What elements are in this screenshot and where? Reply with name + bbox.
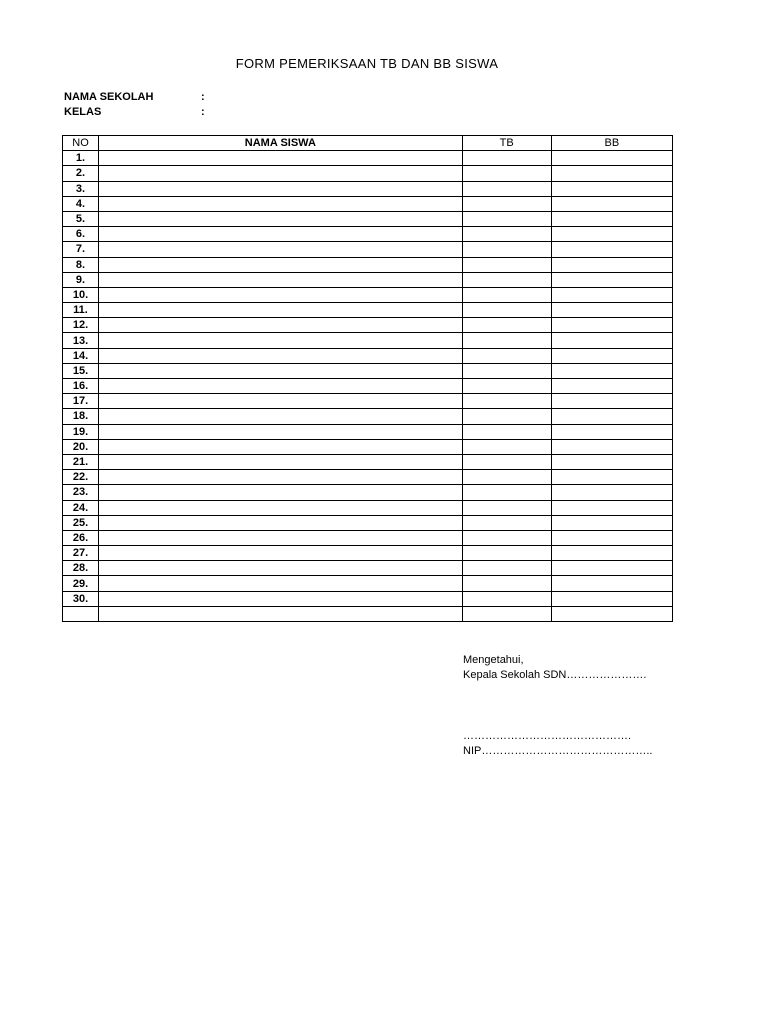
bb-cell [551,379,672,394]
table-header-row [63,136,673,151]
name-cell [99,530,463,545]
bb-cell [551,439,672,454]
name-cell [99,211,463,226]
table-row [63,546,673,561]
tb-cell [462,530,551,545]
name-cell [99,454,463,469]
bb-cell [551,151,672,166]
row-number: 16. [63,379,99,394]
table-row [63,196,673,211]
bb-cell [551,530,672,545]
name-cell [99,394,463,409]
tb-cell [462,500,551,515]
header-student-name: NAMA SISWA [99,136,463,151]
bb-cell [551,576,672,591]
tb-cell [462,227,551,242]
row-number: 6. [63,227,99,242]
student-table [62,135,673,622]
tb-cell [462,591,551,606]
signature-space [463,683,652,729]
table-row [63,166,673,181]
bb-cell [551,409,672,424]
name-cell [99,242,463,257]
bb-cell [551,166,672,181]
name-cell [99,333,463,348]
tb-cell [462,181,551,196]
tb-cell [462,409,551,424]
row-number: 17. [63,394,99,409]
tb-cell [462,515,551,530]
row-number: 15. [63,363,99,378]
table-row [63,211,673,226]
bb-cell [551,591,672,606]
tb-cell [462,318,551,333]
name-cell [99,287,463,302]
tb-cell [462,485,551,500]
table-row [63,439,673,454]
row-number: 30. [63,591,99,606]
tb-cell [462,606,551,621]
bb-cell [551,394,672,409]
tb-cell [462,363,551,378]
field-school-name [64,90,211,105]
tb-cell [462,303,551,318]
name-cell [99,196,463,211]
table-row [63,515,673,530]
name-cell [99,257,463,272]
page-title: FORM PEMERIKSAAN TB DAN BB SISWA [235,56,499,71]
name-cell [99,151,463,166]
table-row [63,424,673,439]
name-cell [99,485,463,500]
bb-cell [551,546,672,561]
table-row [63,227,673,242]
row-number: 13. [63,333,99,348]
tb-cell [462,333,551,348]
name-cell [99,227,463,242]
bb-cell [551,181,672,196]
row-number: 26. [63,530,99,545]
name-cell [99,546,463,561]
tb-cell [462,546,551,561]
tb-cell [462,257,551,272]
name-cell [99,591,463,606]
table-row [63,561,673,576]
field-label: KELAS [64,106,102,118]
row-number: 5. [63,211,99,226]
row-number: 19. [63,424,99,439]
row-number: 18. [63,409,99,424]
table-row [63,606,673,621]
tb-cell [462,379,551,394]
table-row [63,379,673,394]
bb-cell [551,515,672,530]
bb-cell [551,272,672,287]
bb-cell [551,606,672,621]
row-number: 12. [63,318,99,333]
name-cell [99,272,463,287]
bb-cell [551,561,672,576]
row-number: 29. [63,576,99,591]
name-cell [99,348,463,363]
bb-cell [551,318,672,333]
table-row [63,591,673,606]
name-cell [99,166,463,181]
header-tb: TB [462,136,551,151]
table-row [63,181,673,196]
tb-cell [462,439,551,454]
bb-cell [551,470,672,485]
tb-cell [462,272,551,287]
row-number: 21. [63,454,99,469]
bb-cell [551,485,672,500]
tb-cell [462,348,551,363]
name-cell [99,424,463,439]
bb-cell [551,424,672,439]
table-row [63,363,673,378]
bb-cell [551,211,672,226]
bb-cell [551,196,672,211]
table-body [63,151,673,622]
name-cell [99,439,463,454]
name-cell [99,303,463,318]
signature-block [463,653,652,759]
table-row [63,530,673,545]
table-row [63,470,673,485]
tb-cell [462,196,551,211]
table-row [63,333,673,348]
row-number [63,606,99,621]
bb-cell [551,348,672,363]
row-number: 20. [63,439,99,454]
tb-cell [462,211,551,226]
row-number: 11. [63,303,99,318]
bb-cell [551,242,672,257]
row-number: 1. [63,151,99,166]
row-number: 24. [63,500,99,515]
tb-cell [462,287,551,302]
row-number: 22. [63,470,99,485]
row-number: 27. [63,546,99,561]
table-row [63,394,673,409]
nip-line: NIP……………………………………….. [463,745,653,757]
bb-cell [551,500,672,515]
field-label: NAMA SEKOLAH [64,91,154,103]
row-number: 9. [63,272,99,287]
table-row [63,151,673,166]
field-class [64,105,211,120]
name-cell [99,561,463,576]
name-cell [99,181,463,196]
row-number: 3. [63,181,99,196]
tb-cell [462,424,551,439]
row-number: 4. [63,196,99,211]
bb-cell [551,257,672,272]
name-cell [99,606,463,621]
bb-cell [551,303,672,318]
tb-cell [462,151,551,166]
table-row [63,409,673,424]
acknowledged-text: Mengetahui, [463,654,524,666]
table-row [63,242,673,257]
table-row [63,348,673,363]
tb-cell [462,470,551,485]
row-number: 10. [63,287,99,302]
field-separator: : [201,106,205,118]
principal-role: Kepala Sekolah SDN…………………. [463,669,647,681]
row-number: 28. [63,561,99,576]
table-row [63,303,673,318]
tb-cell [462,454,551,469]
table-row [63,257,673,272]
header-bb: BB [551,136,672,151]
tb-cell [462,242,551,257]
name-cell [99,515,463,530]
table-row [63,576,673,591]
row-number: 14. [63,348,99,363]
bb-cell [551,363,672,378]
name-cell [99,363,463,378]
table-row [63,272,673,287]
row-number: 8. [63,257,99,272]
tb-cell [462,561,551,576]
table-row [63,318,673,333]
table-row [63,287,673,302]
bb-cell [551,454,672,469]
name-cell [99,379,463,394]
form-fields [64,90,211,120]
tb-cell [462,394,551,409]
bb-cell [551,333,672,348]
name-cell [99,318,463,333]
bb-cell [551,287,672,302]
tb-cell [462,166,551,181]
name-cell [99,409,463,424]
row-number: 25. [63,515,99,530]
name-cell [99,576,463,591]
bb-cell [551,227,672,242]
row-number: 7. [63,242,99,257]
field-separator: : [201,91,205,103]
name-cell [99,470,463,485]
table-row [63,485,673,500]
row-number: 23. [63,485,99,500]
name-cell [99,500,463,515]
signature-name-line: ………………………………………. [463,730,632,742]
row-number: 2. [63,166,99,181]
tb-cell [462,576,551,591]
header-no: NO [63,136,99,151]
table-row [63,454,673,469]
table-row [63,500,673,515]
